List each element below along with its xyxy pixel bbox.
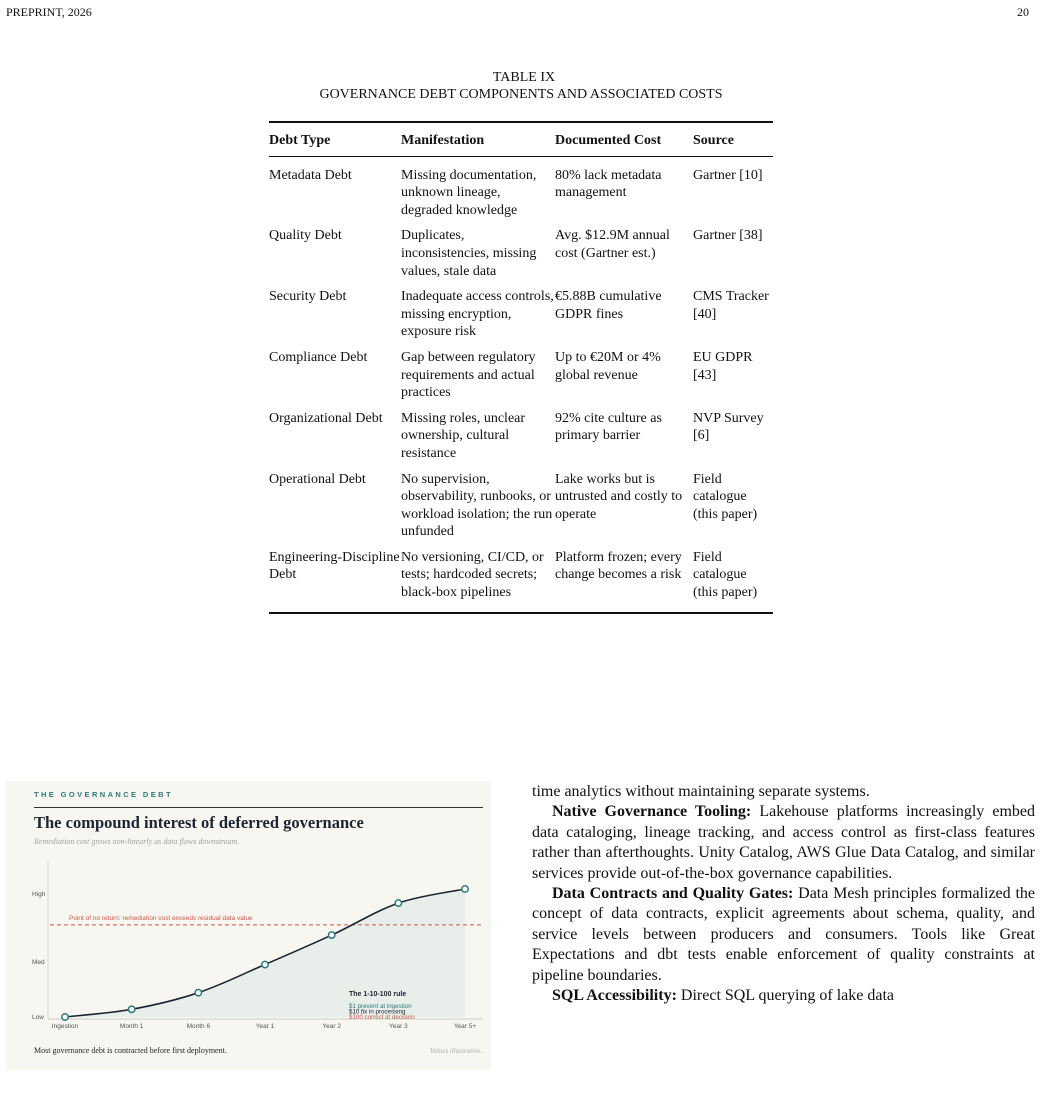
column-header: Source [693, 122, 773, 156]
y-tick-label: Med [32, 958, 45, 966]
y-tick-label: Low [32, 1014, 44, 1021]
data-point [328, 932, 334, 938]
table-cell: Quality Debt [269, 228, 342, 244]
table-cell: Gartner [38] [693, 228, 763, 244]
data-point [128, 1006, 134, 1012]
x-tick-label: Month 1 [119, 1023, 144, 1030]
figure-divider [34, 807, 483, 808]
data-point [195, 989, 201, 995]
callout-line: $1 prevent at ingestion [349, 1003, 412, 1010]
data-point [62, 1014, 68, 1020]
table-cell: EU GDPR [43] [693, 349, 753, 383]
y-tick-label: High [32, 891, 46, 899]
debt-table [269, 121, 773, 614]
data-point [395, 900, 401, 906]
table-cell: Metadata Debt [269, 167, 352, 183]
threshold-label: Point of no return: remediation cost exceeds residual data value [69, 914, 253, 922]
running-header: PREPRINT, 2026 [6, 5, 92, 19]
paragraph-text: time analytics without maintaining separate systems. [532, 783, 870, 800]
page-number: 20 [1017, 5, 1029, 19]
table-cell: Engineering-Discipline Debt [269, 549, 400, 583]
table-row [269, 227, 773, 288]
data-point [462, 886, 468, 892]
table-cell: Compliance Debt [269, 349, 368, 365]
table-cell: 92% cite culture as primary barrier [555, 410, 662, 444]
table-cell: Gartner [10] [693, 167, 763, 183]
figure-footer: Most governance debt is contracted before first deployment. [34, 1046, 227, 1055]
paragraph-text: Direct SQL querying of lake data [676, 987, 895, 1005]
paragraph-heading: SQL Accessibility: [552, 987, 677, 1005]
table-header-row [269, 122, 773, 156]
table-row [269, 410, 773, 471]
column-header: Debt Type [269, 122, 401, 156]
table-cell: Operational Debt [269, 471, 366, 487]
paragraph-heading: Native Governance Tooling: [552, 803, 752, 821]
table-row [269, 349, 773, 410]
x-tick-label: Year 3 [389, 1023, 408, 1030]
paragraph-text: Lakehouse platforms increasingly embed data cataloging, lineage tracking, and access control as first-class features rather than afterthoughts. Unity Catalog, AWS Glue Data Catalog, and similar services provide out-of-the-box governance capabilities. [532, 803, 1035, 882]
table-cell: Platform frozen; every change becomes a risk [555, 549, 682, 583]
table-cell: Field catalogue (this paper) [693, 549, 758, 601]
table-cell: Avg. $12.9M annual cost (Gartner est.) [555, 228, 670, 261]
callout-line: $10 fix in processing [349, 1008, 406, 1016]
callout-line: $100 correct at decision [349, 1014, 415, 1022]
paragraph-text: Data Mesh principles formalized the concept of data contracts, explicit agreements about schema, quality, and service levels between producers and consumers. Tools like Great Expectations and dbt tests enable enforcement of quality constraints at pipeline boundaries. [532, 885, 1035, 984]
table-cell: Organizational Debt [269, 410, 383, 426]
table-cell: 80% lack metadata management [555, 167, 662, 201]
table-number: TABLE IX [492, 70, 556, 85]
x-tick-label: Year 2 [322, 1023, 341, 1030]
table-block [269, 69, 773, 614]
column-header: Manifestation [401, 122, 555, 156]
figure-title: The compound interest of deferred governance [34, 813, 364, 832]
x-tick-label: Year 5+ [453, 1023, 477, 1030]
figure-subtitle: Remediation cost grows non-linearly as data flows downstream. [34, 837, 240, 846]
table-cell: CMS Tracker [40] [693, 289, 769, 322]
table-cell: NVP Survey [6] [693, 410, 764, 444]
callout-title: The 1-10-100 rule [349, 991, 407, 998]
table-cell: Missing documentation, unknown lineage, degraded knowledge [401, 167, 537, 218]
body-paragraph [532, 986, 1035, 1006]
body-paragraph [532, 884, 1035, 986]
figure-note: Values illustrative. [429, 1047, 482, 1055]
column-header: Documented Cost [555, 122, 693, 156]
table-cell: Security Debt [269, 289, 347, 305]
table-cell: €5.88B cumulative GDPR fines [555, 289, 662, 322]
x-tick-label: Year 1 [255, 1023, 275, 1030]
body-paragraph [532, 782, 1035, 802]
table-cell: Duplicates, inconsistencies, missing values, stale data [401, 228, 537, 279]
paragraph-heading: Data Contracts and Quality Gates: [552, 885, 794, 903]
figure-kicker: THE GOVERNANCE DEBT [34, 790, 173, 799]
table-row [269, 471, 773, 549]
table-cell: Field catalogue (this paper) [693, 471, 758, 522]
table-cell: Missing roles, unclear ownership, cultural resistance [401, 410, 526, 461]
x-tick-label: Month 6 [186, 1023, 211, 1030]
table-caption: GOVERNANCE DEBT COMPONENTS AND ASSOCIATED COSTS [319, 87, 723, 102]
table-row [269, 549, 773, 613]
table-cell: Up to €20M or 4% global revenue [555, 349, 661, 383]
table-row [269, 288, 773, 349]
body-column [532, 782, 1035, 1006]
table-row [269, 156, 773, 227]
table-cell: Inadequate access controls, missing encryption, exposure risk [401, 289, 554, 340]
figure-governance-debt [6, 781, 491, 1070]
table-cell: Lake works but is untrusted and costly to operate [555, 471, 683, 522]
x-tick-label: Ingestion [51, 1023, 79, 1030]
table-cell: Gap between regulatory requirements and actual practices [401, 349, 536, 401]
table-cell: No supervision, observability, runbooks, or workload isolation; the run unfunded [401, 471, 553, 540]
table-cell: No versioning, CI/CD, or tests; hardcoded secrets; black-box pipelines [401, 549, 544, 601]
body-paragraph [532, 802, 1035, 884]
data-point [262, 961, 268, 967]
